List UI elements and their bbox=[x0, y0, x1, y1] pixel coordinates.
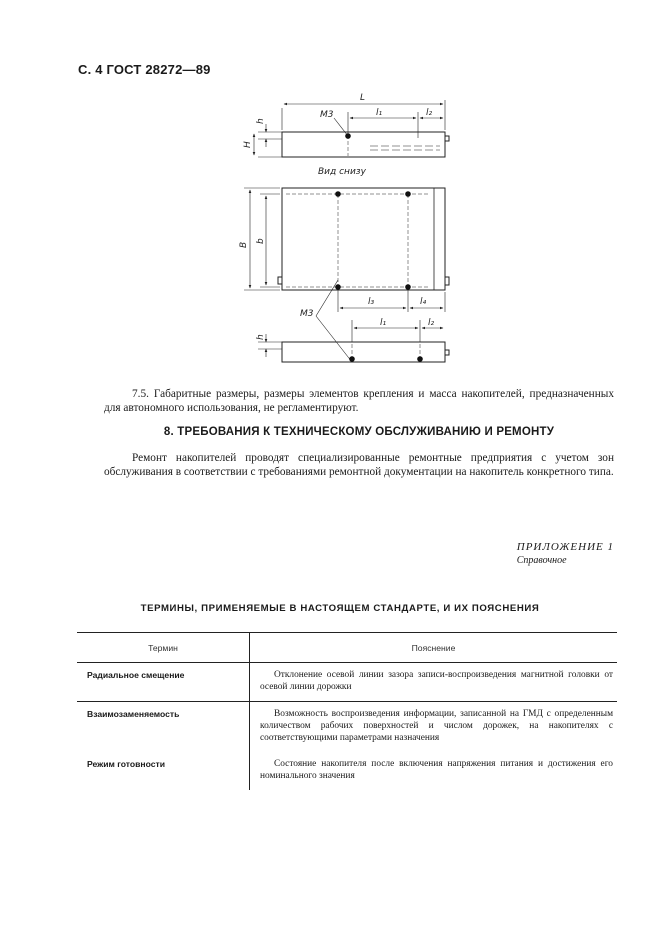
explanation-cell: Возможность воспроизведения информации, записанной на ГМД с определенным количеством рабочих поверхностей и числом дорожек, на накопителях с соответствующими параметрами назначения bbox=[260, 709, 613, 743]
table-row bbox=[77, 752, 617, 790]
label-b: b bbox=[256, 238, 266, 244]
col-header-explanation: Пояснение bbox=[250, 633, 618, 663]
terms-title: ТЕРМИНЫ, ПРИМЕНЯЕМЫЕ В НАСТОЯЩЕМ СТАНДАРТЕ, И ИХ ПОЯСНЕНИЯ bbox=[140, 603, 540, 614]
label-B: B bbox=[239, 241, 249, 248]
label-H: H bbox=[243, 141, 253, 148]
label-L: L bbox=[360, 93, 366, 103]
technical-drawing bbox=[230, 90, 480, 380]
appendix-label bbox=[517, 540, 614, 568]
term-cell: Режим готовности bbox=[77, 752, 250, 790]
appendix-title: ПРИЛОЖЕНИЕ 1 bbox=[516, 541, 614, 553]
label-m3-bottom: М3 bbox=[300, 309, 314, 319]
term-cell: Радиальное смещение bbox=[77, 663, 250, 702]
label-h-top: h bbox=[256, 118, 266, 124]
explanation-cell: Состояние накопителя после включения напряжения питания и достижения его номинального значения bbox=[260, 759, 613, 781]
label-l2-top: l₂ bbox=[426, 108, 433, 118]
side-view-body bbox=[282, 132, 445, 157]
label-h-bottom: h bbox=[256, 334, 266, 340]
table-row bbox=[77, 702, 617, 753]
section-8-body: Ремонт накопителей проводят специализированные ремонтные предприятия с учетом зон обслуживания в соответствии с требованиями ремонтной документации на накопитель конкретного типа. bbox=[104, 452, 614, 478]
paragraph-7-5: 7.5. Габаритные размеры, размеры элементов крепления и масса накопителей, предназначенных для автономного использования, не регламентируют. bbox=[104, 388, 614, 414]
label-l4: l₄ bbox=[420, 297, 427, 307]
label-l2-bottom: l₂ bbox=[428, 318, 435, 328]
term-cell: Взаимозаменяемость bbox=[77, 702, 250, 753]
col-header-term: Термин bbox=[77, 633, 250, 663]
terms-table bbox=[77, 632, 617, 790]
section-8-title: 8. ТРЕБОВАНИЯ К ТЕХНИЧЕСКОМУ ОБСЛУЖИВАНИЮ И РЕМОНТУ bbox=[163, 426, 555, 438]
page-header: С. 4 ГОСТ 28272—89 bbox=[78, 62, 211, 77]
label-l1-bottom: l₁ bbox=[380, 318, 387, 328]
plan-view-body bbox=[282, 188, 445, 290]
appendix-subtitle: Справочное bbox=[516, 555, 567, 566]
explanation-cell: Отклонение осевой линии зазора записи-воспроизведения магнитной головки от осевой линии дорожки bbox=[250, 663, 618, 702]
label-view-bottom: Вид снизу bbox=[318, 167, 366, 177]
label-l1-top: l₁ bbox=[376, 108, 383, 118]
label-m3-top: М3 bbox=[320, 110, 334, 120]
table-row bbox=[77, 663, 617, 702]
label-l3: l₃ bbox=[368, 297, 375, 307]
